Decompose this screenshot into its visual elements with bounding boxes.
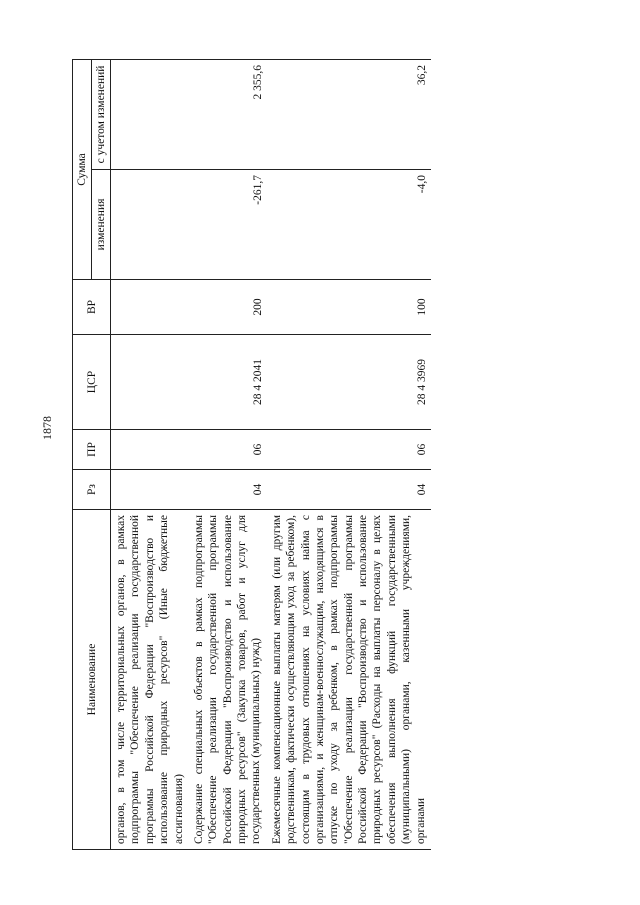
row-csr: 28 4 3969 (267, 335, 431, 430)
budget-table-sheet (72, 60, 592, 850)
page-number: 1878 (40, 416, 54, 440)
header-name: Наименование (73, 510, 111, 850)
row-vr (111, 280, 189, 335)
row-pr (111, 430, 189, 470)
row-pr: 06 (267, 430, 431, 470)
header-change: изменения (92, 170, 111, 280)
header-sum: Сумма (73, 59, 92, 279)
row-csr (111, 335, 189, 430)
row-vr: 100 (267, 280, 431, 335)
row-rz: 04 (189, 470, 267, 510)
row-with-changes: 36,2 (267, 59, 431, 169)
row-name: Содержание специальных объектов в рамках подпрограммы "Обеспечение реализации государственной программы Российской Федерации "Воспроизводство и использование природных ресурсов" (Закупка товаров, работ и услуг для государственных (муниципальных) нужд) (189, 510, 267, 850)
table-row (111, 59, 189, 849)
header-row-top (73, 59, 92, 849)
row-csr: 28 4 2041 (189, 335, 267, 430)
header-rz: Рз (73, 470, 111, 510)
row-rz (111, 470, 189, 510)
row-vr: 200 (189, 280, 267, 335)
table-row (267, 59, 431, 849)
row-change: -261,7 (189, 170, 267, 280)
row-change: -4,0 (267, 170, 431, 280)
row-pr: 06 (189, 430, 267, 470)
row-name: Ежемесячные компенсационные выплаты матерям (или другим родственникам, фактически осуществляющим уход за ребенком), состоящим в трудовых отношениях на условиях найма с организациями, и женщинам-военнослужащим, находящимся в отпуске по уходу за ребенком, в рамках подпрограммы "Обеспечение реализации государственной программы Российской Федерации "Воспроизводство и использование природных ресурсов" (Расходы на выплаты персоналу в целях обеспечения выполнения функций государственными (муниципальными) органами, казенными учреждениями, органами (267, 510, 431, 850)
budget-table (72, 59, 431, 850)
row-rz: 04 (267, 470, 431, 510)
row-name: органов, в том числе территориальных органов, в рамках подпрограммы "Обеспечение реализации государственной программы Российской Федерации "Воспроизводство и использование природных ресурсов" (Иные бюджетные ассигнования) (111, 510, 189, 850)
row-with-changes: 2 355,6 (189, 59, 267, 169)
row-with-changes (111, 59, 189, 169)
row-change (111, 170, 189, 280)
header-pr: ПР (73, 430, 111, 470)
header-with-changes: с учетом изменений (92, 59, 111, 169)
header-csr: ЦСР (73, 335, 111, 430)
header-vr: ВР (73, 280, 111, 335)
table-row (189, 59, 267, 849)
